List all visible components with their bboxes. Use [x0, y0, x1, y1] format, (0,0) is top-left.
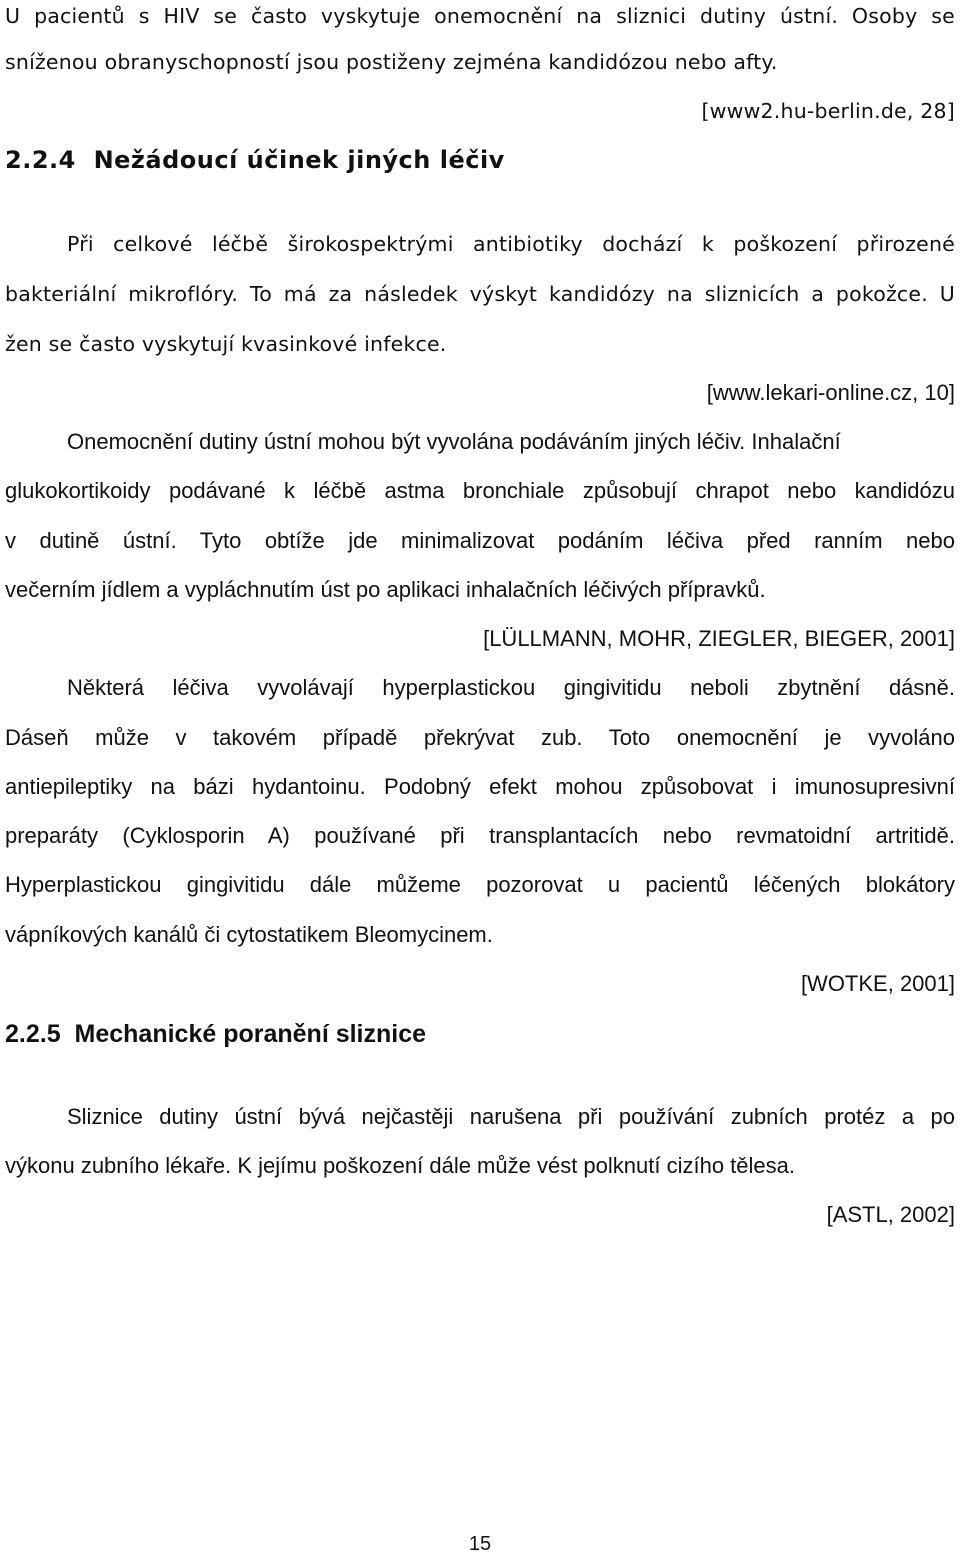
section-224-number: 2.2.4 [5, 146, 76, 174]
section-224-p3-line-6: vápníkových kanálů či cytostatikem Bleomycinem. [5, 922, 493, 947]
section-224-p3-line-5: Hyperplastickou gingivitidu dále můžeme pozorovat u pacientů léčených blokátory [5, 872, 955, 897]
section-224-p3-line-1: Některá léčiva vyvolávají hyperplastickou gingivitidu neboli zbytnění dásně. [67, 675, 955, 700]
section-224-p2-line-3: v dutině ústní. Tyto obtíže jde minimalizovat podáním léčiva před ranním nebo [5, 528, 955, 553]
section-225-p1-citation: [ASTL, 2002] [826, 1202, 955, 1227]
section-224-p1-line-1: Při celkové léčbě širokospektrými antibiotiky dochází k poškození přirozené [67, 232, 955, 256]
section-224-p1-line-3: žen se často vyskytují kvasinkové infekce. [5, 332, 447, 356]
section-225-number: 2.2.5 [5, 1020, 61, 1048]
section-224-heading [5, 148, 505, 172]
section-224-p3-line-3: antiepileptiky na bázi hydantoinu. Podobný efekt mohou způsobovat i imunosupresivní [5, 774, 955, 799]
section-224-p2-citation: [LÜLLMANN, MOHR, ZIEGLER, BIEGER, 2001] [483, 626, 955, 651]
section-225-title: Mechanické poranění sliznice [74, 1020, 427, 1048]
section-224-title: Nežádoucí účinek jiných léčiv [93, 146, 505, 174]
page-number: 15 [468, 1533, 492, 1555]
section-225-p1-line-2: výkonu zubního lékaře. K jejímu poškození dále může vést polknutí cizího tělesa. [5, 1153, 795, 1178]
intro-citation: [www2.hu-berlin.de, 28] [701, 99, 955, 123]
section-224-p2-line-2: glukokortikoidy podávané k léčbě astma bronchiale způsobují chrapot nebo kandidózu [5, 478, 955, 503]
section-224-p3-line-2: Dáseň může v takovém případě překrývat zub. Toto onemocnění je vyvoláno [5, 725, 955, 750]
intro-line-1: U pacientů s HIV se často vyskytuje onemocnění na sliznici dutiny ústní. Osoby se [5, 4, 955, 28]
intro-line-2: sníženou obranyschopností jsou postiženy zejména kandidózou nebo afty. [5, 50, 778, 74]
section-224-p2-line-1: Onemocnění dutiny ústní mohou být vyvolána podáváním jiných léčiv. Inhalační [67, 429, 841, 454]
section-224-p2-line-4: večerním jídlem a vypláchnutím úst po aplikaci inhalačních léčivých přípravků. [5, 577, 766, 602]
section-224-p1-citation: [www.lekari-online.cz, 10] [706, 380, 955, 405]
section-225-p1-line-1: Sliznice dutiny ústní bývá nejčastěji narušena při používání zubních protéz a po [67, 1104, 955, 1129]
section-225-heading [5, 1022, 426, 1047]
section-224-p3-line-4: preparáty (Cyklosporin A) používané při transplantacích nebo revmatoidní artritidě. [5, 823, 955, 848]
section-224-p1-line-2: bakteriální mikroflóry. To má za následek výskyt kandidózy na sliznicích a pokožce. U [5, 282, 955, 306]
section-224-p3-citation: [WOTKE, 2001] [800, 971, 955, 996]
